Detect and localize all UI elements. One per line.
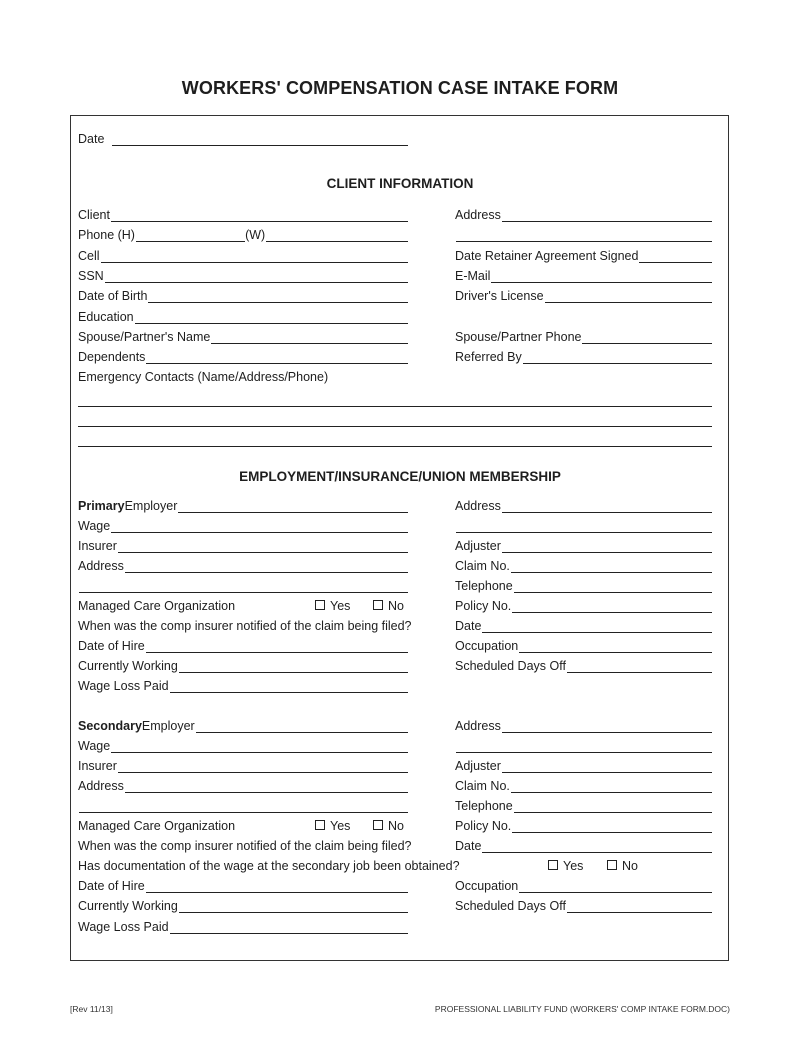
- left-managed-care-organization-field[interactable]: [78, 817, 408, 833]
- left-secondary-employer-field[interactable]: [78, 717, 408, 733]
- left-address-label: Address: [78, 779, 124, 793]
- right-policy-no-label: Policy No.: [455, 819, 512, 833]
- left-address-label: Address: [78, 559, 124, 573]
- right-claim-no-field[interactable]: [455, 557, 712, 573]
- left-wage-field[interactable]: [78, 517, 408, 533]
- right-telephone-field[interactable]: [455, 577, 712, 593]
- right-scheduled-days-off-input-line[interactable]: [567, 900, 712, 913]
- right-occupation-label: Occupation: [455, 639, 519, 653]
- full-has-documentation-of-the-wage-at-the-secondary-job-been-obtained-label: Has documentation of the wage at the secondary job been obtained?: [78, 859, 460, 873]
- left-cell-field[interactable]: [78, 247, 408, 263]
- left-currently-working-label: Currently Working: [78, 899, 178, 913]
- left-date-of-hire-input-line[interactable]: [146, 880, 408, 893]
- right-blank-line[interactable]: [455, 517, 712, 533]
- left-insurer-field[interactable]: [78, 537, 408, 553]
- left-spouse-partner-s-name-field[interactable]: [78, 328, 408, 344]
- right-policy-no-input-line[interactable]: [512, 600, 712, 613]
- right-date-input-line[interactable]: [482, 840, 712, 853]
- right-date-retainer-agreement-signed-field[interactable]: [455, 247, 712, 263]
- left-phone-h-label: Phone (H): [78, 228, 135, 242]
- left-dependents-field[interactable]: [78, 348, 408, 364]
- left-date-of-birth-input-line[interactable]: [148, 290, 408, 303]
- left-date-of-birth-label: Date of Birth: [78, 289, 148, 303]
- revision-footer: [Rev 11/13]: [70, 1004, 113, 1014]
- left-spouse-partner-s-name-input-line[interactable]: [211, 331, 408, 344]
- right-adjuster-input-line[interactable]: [502, 540, 712, 553]
- left-emergency-contacts-name-address-phone-field: [78, 368, 408, 384]
- right-claim-no-label: Claim No.: [455, 559, 510, 573]
- right-e-mail-field[interactable]: [455, 267, 712, 283]
- left-date-of-hire-field[interactable]: [78, 637, 408, 653]
- right-date-field[interactable]: [455, 837, 712, 853]
- left-emergency-contacts-name-address-phone-label: Emergency Contacts (Name/Address/Phone): [78, 370, 329, 384]
- right-address-label: Address: [455, 719, 501, 733]
- full-has-documentation-of-the-wage-at-the-secondary-job-been-obtained-field[interactable]: [78, 857, 712, 873]
- left-managed-care-organization-no-checkbox-icon[interactable]: [373, 820, 383, 830]
- home-phone-input-line[interactable]: [136, 229, 245, 242]
- full-has-documentation-of-the-wage-at-the-secondary-job-been-obtained-no-checkbox-icon[interactable]: [607, 860, 617, 870]
- left-date-of-birth-field[interactable]: [78, 287, 408, 303]
- right-policy-no-field[interactable]: [455, 817, 712, 833]
- left-education-field[interactable]: [78, 308, 408, 324]
- right-driver-s-license-input-line[interactable]: [545, 290, 712, 303]
- right-occupation-field[interactable]: [455, 877, 712, 893]
- left-insurer-label: Insurer: [78, 759, 117, 773]
- left-managed-care-organization-label: Managed Care Organization: [78, 819, 236, 833]
- left-date-of-hire-label: Date of Hire: [78, 639, 145, 653]
- right-address-input-line[interactable]: [502, 209, 712, 222]
- left-date-of-hire-field[interactable]: [78, 877, 408, 893]
- right-occupation-field[interactable]: [455, 637, 712, 653]
- left-primary-employer-field[interactable]: [78, 497, 408, 513]
- right-telephone-input-line[interactable]: [514, 800, 712, 813]
- right-telephone-field[interactable]: [455, 797, 712, 813]
- left-when-was-the-comp-insurer-notified-of-the-claim-being-filed-label: When was the comp insurer notified of the claim being filed?: [78, 619, 412, 633]
- left-currently-working-label: Currently Working: [78, 659, 178, 673]
- right-spouse-partner-phone-input-line[interactable]: [582, 331, 712, 344]
- left-managed-care-organization-no-checkbox-icon[interactable]: [373, 600, 383, 610]
- left-managed-care-organization-no-label: No: [388, 819, 404, 833]
- left-address-input-line[interactable]: [125, 560, 408, 573]
- left-address-field[interactable]: [78, 777, 408, 793]
- left-insurer-field[interactable]: [78, 757, 408, 773]
- left-wage-input-line[interactable]: [111, 520, 408, 533]
- right-telephone-label: Telephone: [455, 799, 513, 813]
- left-primary-employer-label: Employer: [124, 499, 178, 513]
- emergency-contacts-line-3[interactable]: [78, 446, 712, 447]
- work-phone-input-line[interactable]: [266, 229, 408, 242]
- right-date-retainer-agreement-signed-input-line[interactable]: [639, 250, 712, 263]
- left-when-was-the-comp-insurer-notified-of-the-claim-being-filed-field: [78, 837, 412, 853]
- right-date-field[interactable]: [455, 617, 712, 633]
- right-telephone-input-line[interactable]: [514, 580, 712, 593]
- full-has-documentation-of-the-wage-at-the-secondary-job-been-obtained-yes-checkbox[interactable]: [548, 859, 583, 873]
- right-scheduled-days-off-field[interactable]: [455, 657, 712, 673]
- right-date-label: Date: [455, 619, 482, 633]
- right-adjuster-input-line[interactable]: [502, 760, 712, 773]
- left-blank-line[interactable]: [78, 797, 408, 813]
- left-client-field[interactable]: [78, 206, 408, 222]
- left-wage-label: Wage: [78, 739, 111, 753]
- right-address-input-line[interactable]: [502, 500, 712, 513]
- left-managed-care-organization-yes-checkbox[interactable]: [315, 599, 350, 613]
- left-date-of-hire-input-line[interactable]: [146, 640, 408, 653]
- left-wage-loss-paid-label: Wage Loss Paid: [78, 920, 169, 934]
- left-secondary-employer-label: Employer: [141, 719, 195, 733]
- left-managed-care-organization-yes-checkbox[interactable]: [315, 819, 350, 833]
- right-date-retainer-agreement-signed-label: Date Retainer Agreement Signed: [455, 249, 639, 263]
- right-adjuster-field[interactable]: [455, 537, 712, 553]
- left-wage-loss-paid-input-line[interactable]: [170, 680, 408, 693]
- right-policy-no-input-line[interactable]: [512, 820, 712, 833]
- right-address-field[interactable]: [455, 717, 712, 733]
- left-currently-working-input-line[interactable]: [179, 660, 408, 673]
- left-wage-loss-paid-field[interactable]: [78, 918, 408, 934]
- date-input-line[interactable]: [112, 133, 408, 146]
- left-managed-care-organization-field[interactable]: [78, 597, 408, 613]
- left-primary-employer-input-line[interactable]: [178, 500, 408, 513]
- right-policy-no-label: Policy No.: [455, 599, 512, 613]
- right-date-label: Date: [455, 839, 482, 853]
- right-scheduled-days-off-label: Scheduled Days Off: [455, 899, 566, 913]
- right-occupation-label: Occupation: [455, 879, 519, 893]
- right-blank-input-line[interactable]: [456, 520, 712, 533]
- left-phone-h-field[interactable]: [78, 226, 408, 242]
- right-e-mail-label: E-Mail: [455, 269, 491, 283]
- right-date-input-line[interactable]: [482, 620, 712, 633]
- left-wage-loss-paid-input-line[interactable]: [170, 921, 408, 934]
- left-secondary-employer-bold-label: Secondary: [78, 719, 142, 733]
- left-address-field[interactable]: [78, 557, 408, 573]
- left-managed-care-organization-yes-checkbox-icon[interactable]: [315, 600, 325, 610]
- left-currently-working-field[interactable]: [78, 657, 408, 673]
- left-dependents-label: Dependents: [78, 350, 146, 364]
- left-managed-care-organization-yes-label: Yes: [330, 819, 351, 833]
- right-claim-no-label: Claim No.: [455, 779, 510, 793]
- left-managed-care-organization-yes-checkbox-icon[interactable]: [315, 820, 325, 830]
- right-referred-by-input-line[interactable]: [523, 351, 712, 364]
- left-wage-loss-paid-field[interactable]: [78, 677, 408, 693]
- full-has-documentation-of-the-wage-at-the-secondary-job-been-obtained-yes-label: Yes: [563, 859, 584, 873]
- right-adjuster-label: Adjuster: [455, 539, 501, 553]
- left-blank-input-line[interactable]: [79, 800, 408, 813]
- right-e-mail-input-line[interactable]: [491, 270, 712, 283]
- right-address-field[interactable]: [455, 206, 712, 222]
- right-adjuster-field[interactable]: [455, 757, 712, 773]
- right-driver-s-license-label: Driver's License: [455, 289, 544, 303]
- right-blank-line[interactable]: [455, 737, 712, 753]
- left-currently-working-input-line[interactable]: [179, 900, 408, 913]
- right-scheduled-days-off-input-line[interactable]: [567, 660, 712, 673]
- left-when-was-the-comp-insurer-notified-of-the-claim-being-filed-field: [78, 617, 412, 633]
- left-address-input-line[interactable]: [125, 780, 408, 793]
- right-blank-input-line[interactable]: [456, 229, 712, 242]
- left-currently-working-field[interactable]: [78, 897, 408, 913]
- left-spouse-partner-s-name-label: Spouse/Partner's Name: [78, 330, 211, 344]
- right-driver-s-license-field[interactable]: [455, 287, 712, 303]
- left-insurer-input-line[interactable]: [118, 760, 408, 773]
- right-blank-line[interactable]: [455, 226, 712, 242]
- left-ssn-label: SSN: [78, 269, 104, 283]
- left-managed-care-organization-no-label: No: [388, 599, 404, 613]
- right-address-field[interactable]: [455, 497, 712, 513]
- work-phone-label: (W): [245, 228, 266, 242]
- emergency-contacts-line-1[interactable]: [78, 406, 712, 407]
- left-wage-field[interactable]: [78, 737, 408, 753]
- left-education-label: Education: [78, 310, 134, 324]
- document-footer: PROFESSIONAL LIABILITY FUND (WORKERS' COMP INTAKE FORM.DOC): [434, 1004, 730, 1014]
- left-wage-input-line[interactable]: [111, 740, 408, 753]
- left-managed-care-organization-yes-label: Yes: [330, 599, 351, 613]
- left-client-label: Client: [78, 208, 110, 222]
- emergency-contacts-line-2[interactable]: [78, 426, 712, 427]
- right-scheduled-days-off-field[interactable]: [455, 897, 712, 913]
- left-blank-input-line[interactable]: [79, 580, 408, 593]
- right-scheduled-days-off-label: Scheduled Days Off: [455, 659, 566, 673]
- right-address-label: Address: [455, 499, 501, 513]
- right-claim-no-field[interactable]: [455, 777, 712, 793]
- right-referred-by-label: Referred By: [455, 350, 522, 364]
- left-secondary-employer-input-line[interactable]: [196, 720, 408, 733]
- right-telephone-label: Telephone: [455, 579, 513, 593]
- date-field[interactable]: [78, 130, 408, 146]
- left-cell-label: Cell: [78, 249, 100, 263]
- date-label: Date: [78, 132, 105, 146]
- left-ssn-field[interactable]: [78, 267, 408, 283]
- left-dependents-input-line[interactable]: [146, 351, 408, 364]
- left-cell-input-line[interactable]: [101, 250, 408, 263]
- left-insurer-label: Insurer: [78, 539, 117, 553]
- left-date-of-hire-label: Date of Hire: [78, 879, 145, 893]
- client-information-heading: CLIENT INFORMATION: [326, 176, 474, 191]
- right-claim-no-input-line[interactable]: [511, 780, 712, 793]
- right-spouse-partner-phone-field[interactable]: [455, 328, 712, 344]
- left-managed-care-organization-label: Managed Care Organization: [78, 599, 236, 613]
- left-blank-line[interactable]: [78, 577, 408, 593]
- right-occupation-input-line[interactable]: [519, 640, 712, 653]
- right-adjuster-label: Adjuster: [455, 759, 501, 773]
- right-spouse-partner-phone-label: Spouse/Partner Phone: [455, 330, 582, 344]
- right-blank-input-line[interactable]: [456, 740, 712, 753]
- full-has-documentation-of-the-wage-at-the-secondary-job-been-obtained-no-label: No: [622, 859, 638, 873]
- left-education-input-line[interactable]: [135, 311, 408, 324]
- left-managed-care-organization-no-checkbox[interactable]: [373, 819, 404, 833]
- full-has-documentation-of-the-wage-at-the-secondary-job-been-obtained-yes-checkbox-icon[interactable]: [548, 860, 558, 870]
- left-client-input-line[interactable]: [111, 209, 408, 222]
- left-insurer-input-line[interactable]: [118, 540, 408, 553]
- left-ssn-input-line[interactable]: [105, 270, 408, 283]
- left-wage-loss-paid-label: Wage Loss Paid: [78, 679, 169, 693]
- right-referred-by-field[interactable]: [455, 348, 712, 364]
- form-title: WORKERS' COMPENSATION CASE INTAKE FORM: [181, 78, 619, 98]
- left-when-was-the-comp-insurer-notified-of-the-claim-being-filed-label: When was the comp insurer notified of the claim being filed?: [78, 839, 412, 853]
- left-wage-label: Wage: [78, 519, 111, 533]
- left-managed-care-organization-no-checkbox[interactable]: [373, 599, 404, 613]
- right-claim-no-input-line[interactable]: [511, 560, 712, 573]
- left-primary-employer-bold-label: Primary: [78, 499, 125, 513]
- right-address-label: Address: [455, 208, 501, 222]
- employment-heading: EMPLOYMENT/INSURANCE/UNION MEMBERSHIP: [239, 469, 561, 484]
- right-address-input-line[interactable]: [502, 720, 712, 733]
- right-occupation-input-line[interactable]: [519, 880, 712, 893]
- right-policy-no-field[interactable]: [455, 597, 712, 613]
- full-has-documentation-of-the-wage-at-the-secondary-job-been-obtained-no-checkbox[interactable]: [607, 859, 638, 873]
